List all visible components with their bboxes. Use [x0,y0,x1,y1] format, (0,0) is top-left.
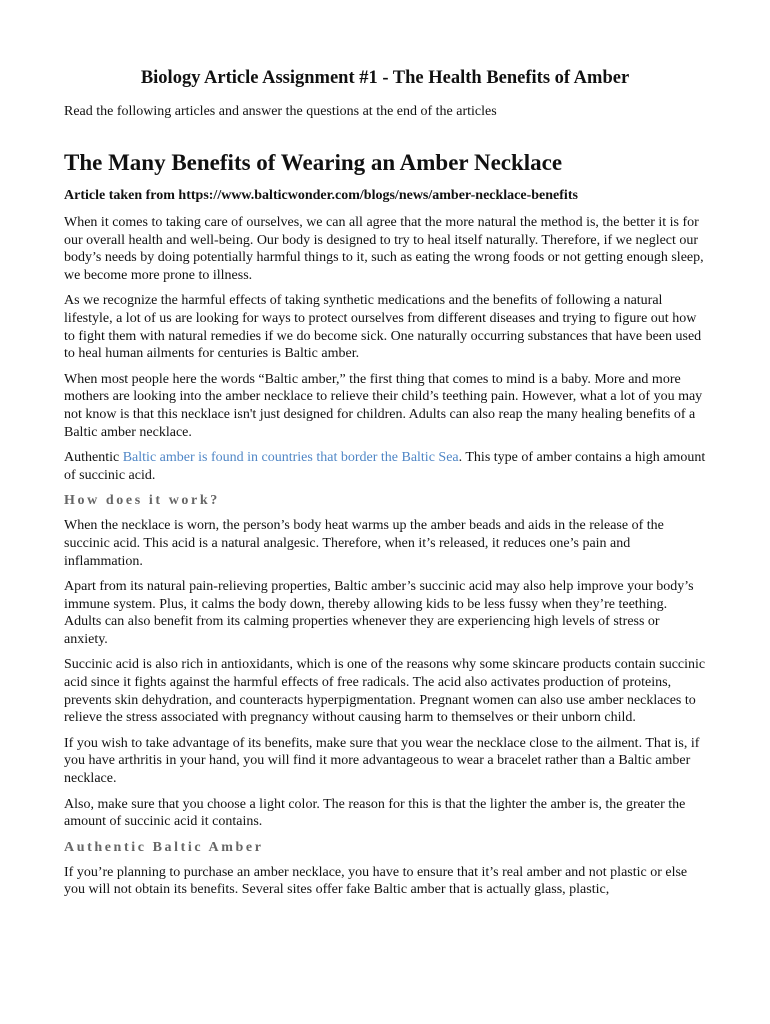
paragraph: If you wish to take advantage of its benefits, make sure that you wear the necklace close to the ailment. That is, if you have arthritis in your hand, you will find it more advantageous to wear a bracelet rather than a Baltic amber necklace. [64,735,700,787]
authentic-prefix: Authentic [64,450,123,466]
paragraph: When most people here the words “Baltic amber,” the first thing that comes to mind is a baby. More and more mothers are looking into the amber necklace to relieve their child’s teething pain. However, what a lot of you may not know is that this necklace isn't just designed for children. Adults can also reap the many healing benefits of a Baltic amber necklace. [64,371,703,440]
paragraph: Succinic acid is also rich in antioxidants, which is one of the reasons why some skincare products contain succinic acid since it fights against the harmful effects of free radicals. The acid also activates production of proteins, prevents skin dehydration, and counteracts hyperpigmentation. Pregnant women can also use amber necklaces to relieve the stress associated with pregnancy without causing harm to themselves or their unborn child. [64,657,706,726]
article-title: The Many Benefits of Wearing an Amber Necklace [64,150,563,175]
document-title: Biology Article Assignment #1 - The Health Benefits of Amber [140,68,630,88]
paragraph: When the necklace is worn, the person’s body heat warms up the amber beads and aids in the release of the succinic acid. This acid is a natural analgesic. Therefore, when it’s released, it reduces one’s pain and inflammation. [64,518,664,569]
article-source: Article taken from https://www.balticwonder.com/blogs/news/amber-necklace-benefits [64,188,578,203]
section-heading-authentic-baltic-amber: Authentic Baltic Amber [64,839,264,855]
section-heading-how-it-works: How does it work? [64,493,220,509]
authentic-suffix: . This type of amber contains a high amount of succinic acid. [64,450,706,483]
assignment-instructions: Read the following articles and answer the questions at the end of the articles [64,104,497,119]
paragraph: As we recognize the harmful effects of taking synthetic medications and the benefits of following a natural lifestyle, a lot of us are looking for ways to protect ourselves from different diseases and trying to figure out how to fight them with natural remedies if we do become sick. One naturally occurring substances that have been used to heal human ailments for centuries is Baltic amber. [64,293,702,362]
baltic-sea-link[interactable]: Baltic amber is found in countries that border the Baltic Sea [122,450,459,466]
paragraph: When it comes to taking care of ourselves, we can all agree that the more natural the method is, the better it is for our overall health and well-being. Our body is designed to try to heal itself naturally. Therefore, if we neglect our body’s needs by doing potentially harmful things to it, such as eating the wrong foods or not getting enough sleep, we become more prone to illness. [64,215,704,283]
paragraph: Apart from its natural pain-relieving properties, Baltic amber’s succinic acid may also help improve your body’s immune system. Plus, it calms the body down, thereby allowing kids to be less fussy when they’re teething. Adults can also benefit from its calming properties whenever they are experiencing high levels of stress or anxiety. [64,579,694,647]
paragraph: If you’re planning to purchase an amber necklace, you have to ensure that it’s real amber and not plastic or else you will not obtain its benefits. Several sites offer fake Baltic amber that is actually glass, plastic, [64,864,688,898]
paragraph: Also, make sure that you choose a light color. The reason for this is that the lighter the amber is, the greater the amount of succinic acid it contains. [64,796,686,830]
authentic-paragraph [64,449,706,484]
